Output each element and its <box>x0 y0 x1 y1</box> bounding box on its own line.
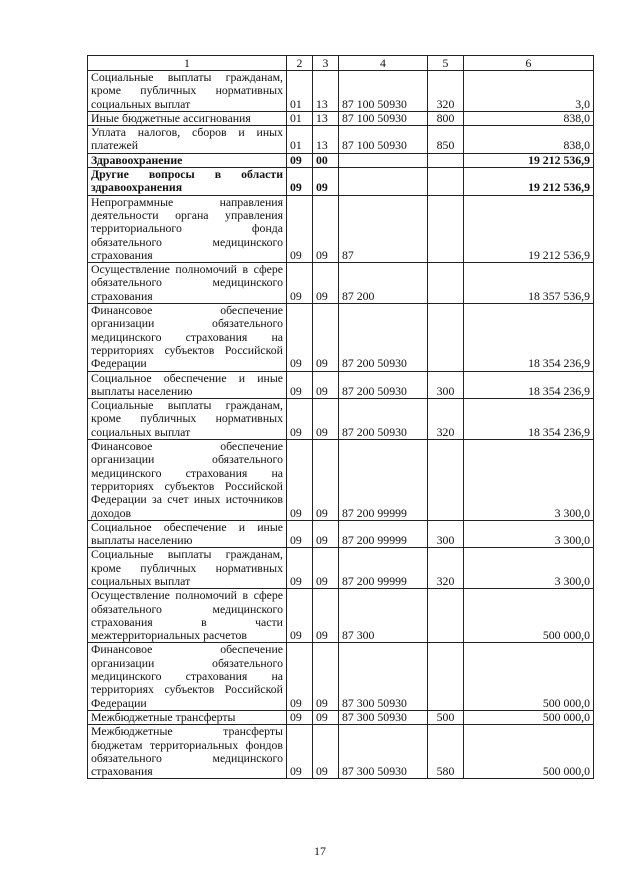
row-amount: 500 000,0 <box>464 589 594 643</box>
table-row <box>88 710 594 724</box>
row-name: Здравоохранение <box>88 153 287 167</box>
row-amount: 19 212 536,9 <box>464 168 594 196</box>
row-section: 09 <box>287 263 313 304</box>
row-section: 09 <box>287 399 313 440</box>
row-subsection: 09 <box>313 263 339 304</box>
table-row <box>88 643 594 710</box>
row-target-article: 87 200 99999 <box>339 548 428 589</box>
row-amount: 500 000,0 <box>464 643 594 710</box>
row-target-article: 87 200 50930 <box>339 399 428 440</box>
row-target-article: 87 300 50930 <box>339 725 428 779</box>
table-row <box>88 520 594 548</box>
row-expense-type <box>428 440 464 521</box>
row-amount: 838,0 <box>464 111 594 125</box>
row-subsection: 09 <box>313 589 339 643</box>
row-expense-type <box>428 168 464 196</box>
header-col-4: 4 <box>339 56 428 71</box>
row-expense-type <box>428 589 464 643</box>
row-amount: 19 212 536,9 <box>464 195 594 262</box>
row-section: 09 <box>287 643 313 710</box>
row-target-article: 87 300 50930 <box>339 643 428 710</box>
table-row <box>88 440 594 521</box>
row-target-article: 87 <box>339 195 428 262</box>
table-row <box>88 195 594 262</box>
row-name: Непрограммные направления деятельности органа управления территориального фонда обязательного медицинского страхования <box>88 195 287 262</box>
table-row <box>88 126 594 154</box>
row-subsection: 09 <box>313 168 339 196</box>
header-col-5: 5 <box>428 56 464 71</box>
row-expense-type <box>428 304 464 371</box>
row-expense-type: 580 <box>428 725 464 779</box>
table-row <box>88 725 594 779</box>
row-subsection: 09 <box>313 548 339 589</box>
row-target-article: 87 200 50930 <box>339 371 428 399</box>
row-subsection: 09 <box>313 304 339 371</box>
budget-table <box>87 55 594 779</box>
row-expense-type <box>428 153 464 167</box>
table-row <box>88 71 594 112</box>
row-name: Иные бюджетные ассигнования <box>88 111 287 125</box>
row-expense-type: 320 <box>428 71 464 112</box>
row-subsection: 13 <box>313 126 339 154</box>
row-target-article: 87 200 <box>339 263 428 304</box>
header-col-2: 2 <box>287 56 313 71</box>
row-name: Другие вопросы в области здравоохранения <box>88 168 287 196</box>
header-col-3: 3 <box>313 56 339 71</box>
row-section: 09 <box>287 195 313 262</box>
row-amount: 3 300,0 <box>464 440 594 521</box>
row-amount: 500 000,0 <box>464 725 594 779</box>
row-name: Социальные выплаты гражданам, кроме публичных нормативных социальных выплат <box>88 548 287 589</box>
row-section: 01 <box>287 111 313 125</box>
row-amount: 18 354 236,9 <box>464 371 594 399</box>
table-row <box>88 371 594 399</box>
row-amount: 18 354 236,9 <box>464 399 594 440</box>
row-subsection: 09 <box>313 643 339 710</box>
table-row <box>88 263 594 304</box>
table-body <box>88 71 594 779</box>
row-amount: 3 300,0 <box>464 520 594 548</box>
row-subsection: 09 <box>313 710 339 724</box>
row-amount: 18 357 536,9 <box>464 263 594 304</box>
row-section: 01 <box>287 126 313 154</box>
table-row <box>88 304 594 371</box>
row-target-article: 87 200 99999 <box>339 520 428 548</box>
row-amount: 19 212 536,9 <box>464 153 594 167</box>
row-amount: 838,0 <box>464 126 594 154</box>
row-expense-type: 300 <box>428 520 464 548</box>
row-section: 01 <box>287 71 313 112</box>
row-section: 09 <box>287 548 313 589</box>
row-expense-type: 800 <box>428 111 464 125</box>
row-subsection: 09 <box>313 371 339 399</box>
row-section: 09 <box>287 304 313 371</box>
row-target-article <box>339 168 428 196</box>
row-name: Финансовое обеспечение организации обязательного медицинского страхования на территориях субъектов Российской Федерации <box>88 304 287 371</box>
row-expense-type: 500 <box>428 710 464 724</box>
row-expense-type <box>428 195 464 262</box>
row-amount: 3,0 <box>464 71 594 112</box>
row-name: Межбюджетные трансферты <box>88 710 287 724</box>
row-target-article: 87 100 50930 <box>339 126 428 154</box>
row-section: 09 <box>287 725 313 779</box>
row-name: Финансовое обеспечение организации обязательного медицинского страхования на территориях субъектов Российской Федерации за счет иных источников доходов <box>88 440 287 521</box>
row-target-article: 87 200 50930 <box>339 304 428 371</box>
row-expense-type: 320 <box>428 399 464 440</box>
table-row <box>88 168 594 196</box>
row-target-article: 87 200 99999 <box>339 440 428 521</box>
row-subsection: 13 <box>313 71 339 112</box>
row-expense-type: 320 <box>428 548 464 589</box>
row-target-article <box>339 153 428 167</box>
table-row <box>88 548 594 589</box>
table-row <box>88 153 594 167</box>
row-expense-type <box>428 643 464 710</box>
row-section: 09 <box>287 710 313 724</box>
page-number: 17 <box>314 844 326 858</box>
row-expense-type <box>428 263 464 304</box>
row-expense-type: 850 <box>428 126 464 154</box>
row-target-article: 87 300 <box>339 589 428 643</box>
row-target-article: 87 100 50930 <box>339 71 428 112</box>
table-row <box>88 399 594 440</box>
table-header-row <box>88 56 594 71</box>
row-subsection: 09 <box>313 440 339 521</box>
row-name: Осуществление полномочий в сфере обязательного медицинского страхования в части межтерриториальных расчетов <box>88 589 287 643</box>
table-row <box>88 589 594 643</box>
row-section: 09 <box>287 520 313 548</box>
row-name: Осуществление полномочий в сфере обязательного медицинского страхования <box>88 263 287 304</box>
row-subsection: 09 <box>313 195 339 262</box>
row-name: Социальные выплаты гражданам, кроме публичных нормативных социальных выплат <box>88 399 287 440</box>
row-subsection: 09 <box>313 725 339 779</box>
row-name: Социальные выплаты гражданам, кроме публичных нормативных социальных выплат <box>88 71 287 112</box>
row-section: 09 <box>287 440 313 521</box>
row-name: Уплата налогов, сборов и иных платежей <box>88 126 287 154</box>
row-amount: 500 000,0 <box>464 710 594 724</box>
row-section: 09 <box>287 371 313 399</box>
row-subsection: 09 <box>313 520 339 548</box>
row-target-article: 87 300 50930 <box>339 710 428 724</box>
row-section: 09 <box>287 153 313 167</box>
row-subsection: 00 <box>313 153 339 167</box>
header-col-6: 6 <box>464 56 594 71</box>
row-section: 09 <box>287 168 313 196</box>
row-subsection: 09 <box>313 399 339 440</box>
header-col-1: 1 <box>88 56 287 71</box>
row-amount: 18 354 236,9 <box>464 304 594 371</box>
row-section: 09 <box>287 589 313 643</box>
row-expense-type: 300 <box>428 371 464 399</box>
row-name: Социальное обеспечение и иные выплаты населению <box>88 371 287 399</box>
row-name: Межбюджетные трансферты бюджетам территориальных фондов обязательного медицинского страхования <box>88 725 287 779</box>
row-name: Социальное обеспечение и иные выплаты населению <box>88 520 287 548</box>
row-name: Финансовое обеспечение организации обязательного медицинского страхования на территориях субъектов Российской Федерации <box>88 643 287 710</box>
row-amount: 3 300,0 <box>464 548 594 589</box>
row-subsection: 13 <box>313 111 339 125</box>
table-row <box>88 111 594 125</box>
row-target-article: 87 100 50930 <box>339 111 428 125</box>
